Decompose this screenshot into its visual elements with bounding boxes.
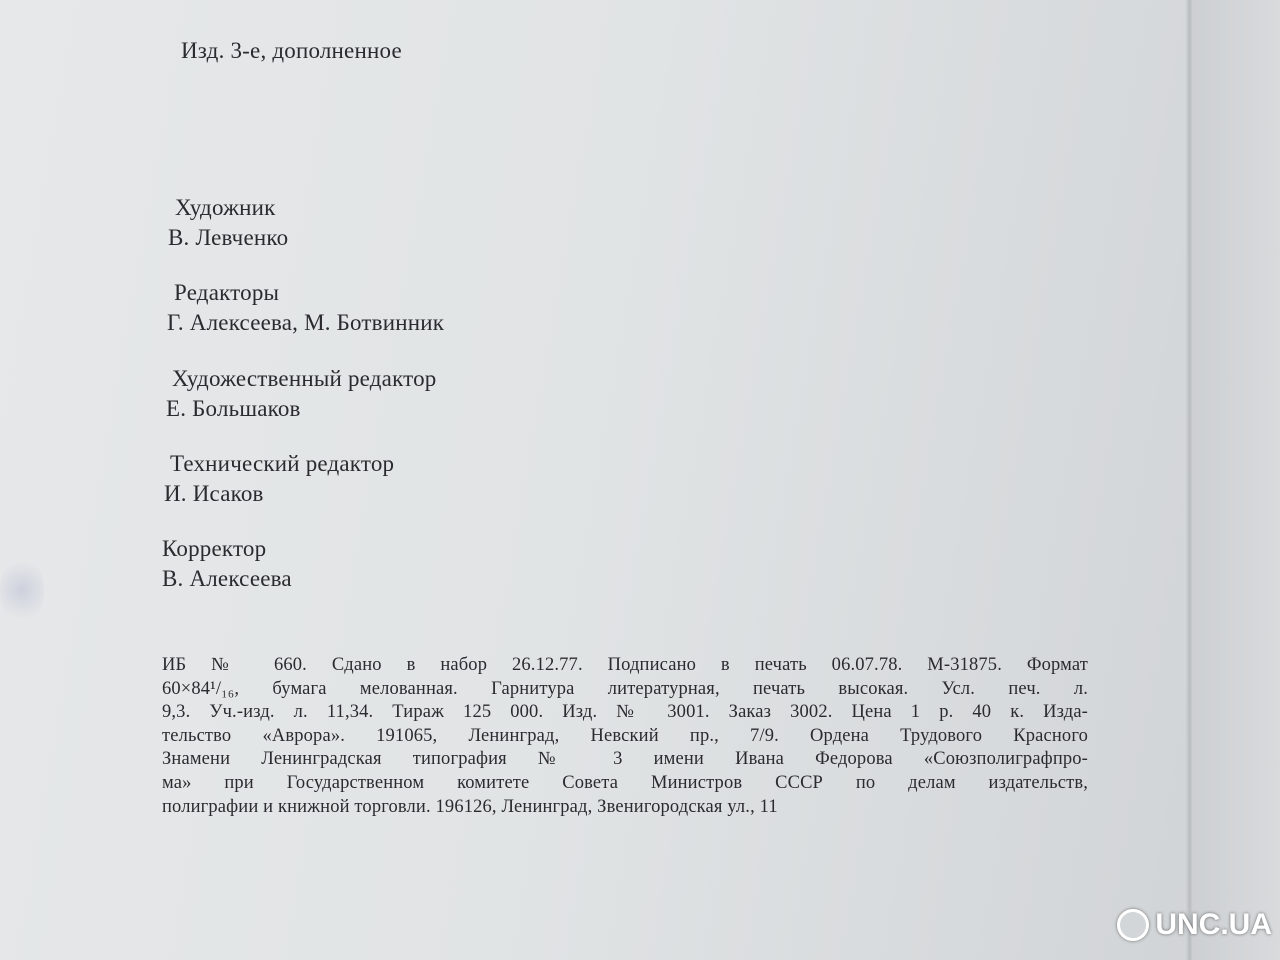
- credit-name-proofreader: В. Алексеева: [162, 566, 292, 591]
- edition-note: Изд. 3-е, дополненное: [181, 38, 402, 63]
- imprint-line: 9,3. Уч.-изд. л. 11,34. Тираж 125 000. Изд. № 3001. Заказ 3002. Цена 1 р. 40 к. Изда-: [162, 702, 1088, 723]
- credit-label-artist: Художник: [175, 195, 276, 220]
- imprint-block: [162, 654, 1088, 819]
- imprint-line: ма» при Государственном комитете Совета Министров СССР по делам издательств,: [162, 772, 1088, 793]
- credit-name-editors: Г. Алексеева, М. Ботвинник: [167, 310, 445, 335]
- imprint-line: Знамени Ленинградская типография № 3 имени Ивана Федорова «Союзполиграфпро-: [162, 749, 1088, 770]
- stamp-ghost: [0, 555, 44, 625]
- next-page-edge: [1192, 0, 1280, 960]
- imprint-line: полиграфии и книжной торговли. 196126, Ленинград, Звенигородская ул., 11: [162, 796, 778, 817]
- credit-label-editors: Редакторы: [174, 280, 280, 305]
- credit-name-artist: В. Левченко: [168, 225, 289, 250]
- credit-label-tech-editor: Технический редактор: [170, 451, 395, 476]
- coin-icon: [1117, 909, 1149, 941]
- credit-name-art-editor: Е. Большаков: [166, 396, 301, 421]
- credit-label-proofreader: Корректор: [162, 536, 267, 561]
- watermark-text: UNC.UA: [1155, 908, 1272, 941]
- imprint-line: тельство «Аврора». 191065, Ленинград, Невский пр., 7/9. Ордена Трудового Красного: [162, 725, 1088, 746]
- imprint-line: 60×84¹/₁₆, бумага мелованная. Гарнитура литературная, печать высокая. Усл. печ. л.: [162, 678, 1088, 699]
- imprint-line: ИБ № 660. Сдано в набор 26.12.77. Подписано в печать 06.07.78. М-31875. Формат: [162, 655, 1088, 675]
- credit-name-tech-editor: И. Исаков: [164, 481, 264, 506]
- watermark: [1117, 908, 1272, 942]
- credit-label-art-editor: Художественный редактор: [172, 366, 437, 391]
